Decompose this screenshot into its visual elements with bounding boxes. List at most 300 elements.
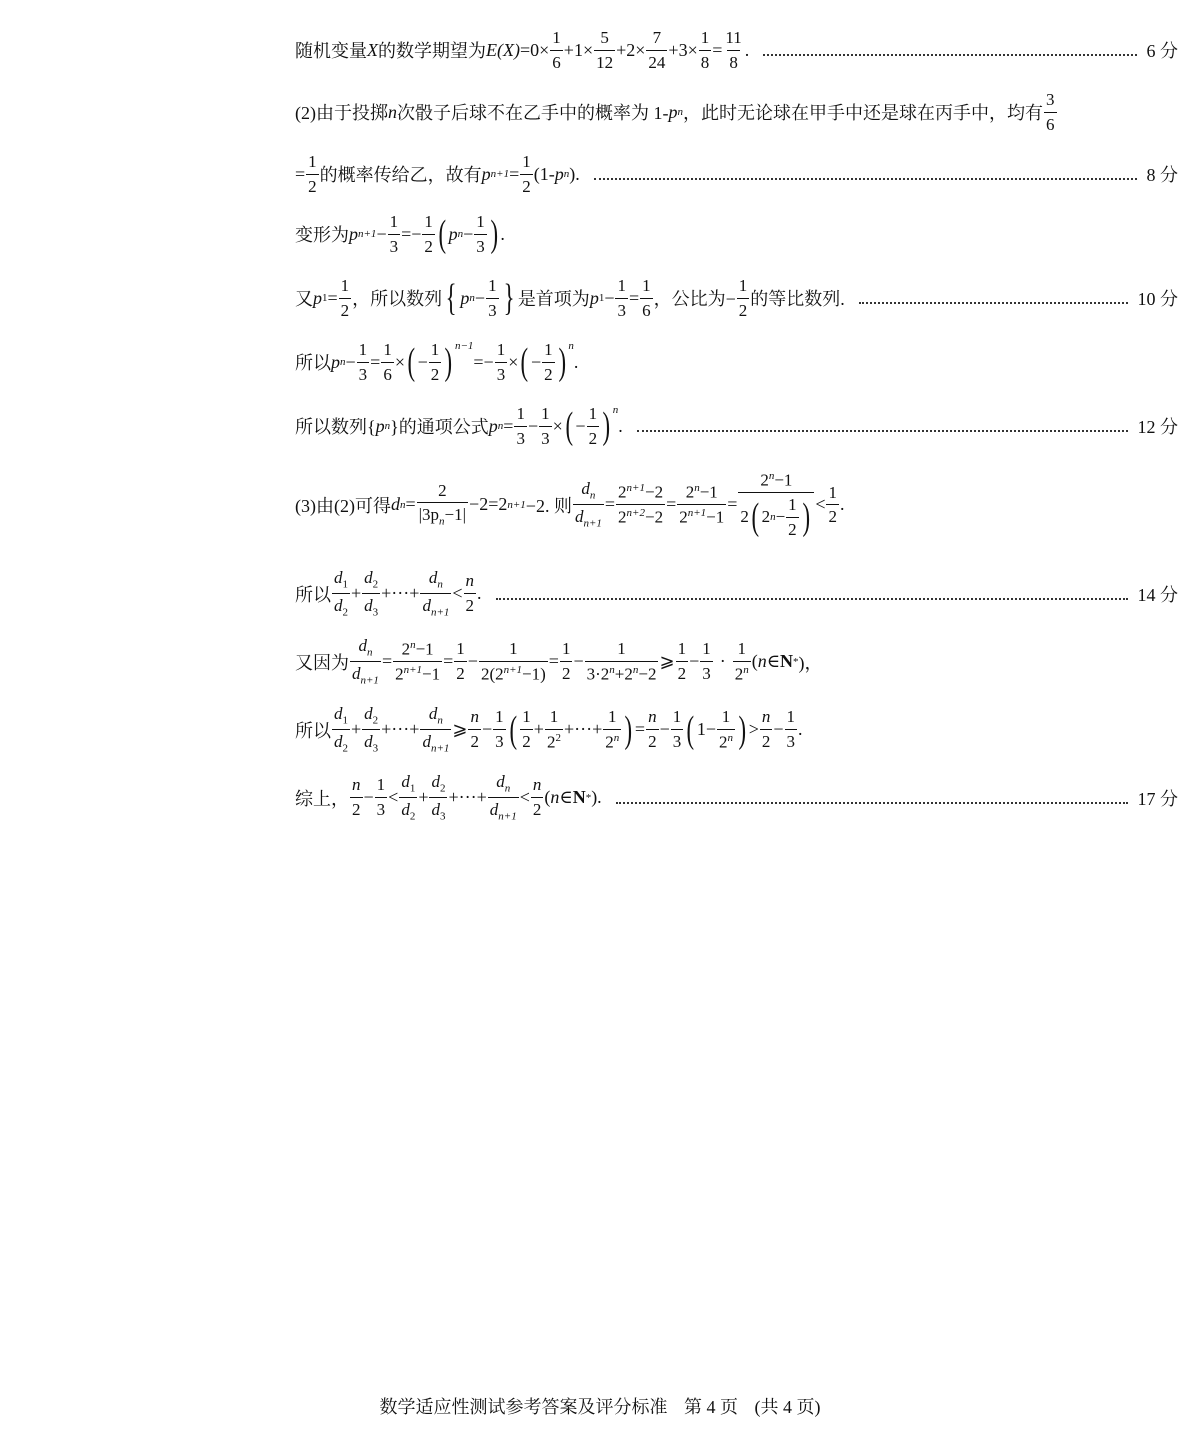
numerator: 1 — [358, 340, 368, 359]
var: p — [331, 351, 340, 372]
numerator: 1 — [786, 707, 795, 727]
text: = — [509, 163, 520, 184]
text: = — [443, 651, 454, 672]
denominator: 6 — [640, 298, 653, 321]
den-part: 2 — [761, 507, 771, 527]
numerator: 1 — [495, 707, 504, 727]
leader-dots — [763, 54, 1136, 56]
denominator: 2 — [429, 362, 442, 385]
numerator — [616, 482, 665, 504]
subscript: n — [497, 420, 504, 433]
denominator — [573, 504, 604, 530]
answer-line-10 — [295, 636, 1178, 687]
var: p — [460, 287, 470, 308]
score-label: 14 分 — [1137, 584, 1178, 605]
denominator — [717, 729, 735, 752]
denominator: 6 — [1044, 112, 1057, 135]
right-paren: ) — [602, 405, 611, 448]
fraction — [573, 479, 604, 530]
var: p — [375, 415, 385, 436]
var: p — [554, 163, 564, 184]
text: +···+ — [381, 719, 420, 740]
var: p — [668, 101, 678, 122]
fraction — [332, 704, 350, 755]
denominator: 3 — [539, 426, 552, 449]
text: . — [573, 351, 579, 372]
left-paren: ( — [509, 708, 517, 751]
numerator — [427, 704, 445, 729]
superscript: * — [793, 655, 799, 668]
var: p — [448, 223, 458, 244]
fraction — [1044, 90, 1057, 134]
fraction — [560, 639, 573, 683]
fraction — [542, 340, 555, 384]
denominator — [545, 729, 563, 752]
superscript: n+2 — [626, 507, 645, 520]
text: . — [744, 39, 750, 60]
numerator: 1 — [788, 495, 797, 515]
answer-line-5 — [295, 276, 1178, 320]
text: 1− — [696, 719, 717, 740]
den-part: 2 — [395, 664, 404, 684]
text: 随机变量 — [295, 41, 367, 62]
text: − — [363, 787, 374, 808]
subscript: n+1 — [430, 742, 450, 755]
subscript: 1 — [598, 292, 605, 305]
fraction — [615, 276, 628, 320]
superscript: n−1 — [454, 340, 474, 352]
num-part: d — [401, 772, 410, 791]
numerator: 1 — [677, 639, 687, 659]
superscript: n — [612, 404, 619, 416]
fraction — [420, 704, 451, 755]
superscript: n+1 — [403, 664, 423, 677]
fraction — [594, 28, 615, 72]
den-part: d — [364, 596, 373, 616]
numerator: 1 — [608, 707, 617, 727]
text: ，此时无论球在甲手中还是球在丙手中，均有 — [683, 103, 1043, 124]
naturals-symbol: N — [572, 787, 586, 808]
denominator: 2 — [468, 729, 481, 752]
subscript: 2 — [372, 578, 379, 591]
denominator: 2 — [587, 426, 600, 449]
fraction — [545, 707, 563, 752]
fraction — [486, 276, 499, 320]
subscript: n+1 — [360, 674, 379, 687]
superscript: * — [585, 791, 592, 804]
denominator — [677, 504, 726, 527]
fraction — [468, 707, 481, 751]
fraction — [531, 775, 544, 819]
subscript: 3 — [372, 606, 379, 619]
numerator: 1 — [702, 639, 711, 659]
fraction — [420, 568, 451, 619]
score-label: 6 分 — [1146, 41, 1178, 62]
math-expression — [295, 90, 1058, 134]
denominator — [488, 797, 519, 823]
text: < — [452, 583, 463, 604]
subscript: n — [469, 292, 475, 305]
text: . — [839, 494, 845, 515]
numerator — [579, 479, 597, 504]
subscript: 1 — [322, 292, 328, 305]
denominator: 2 — [464, 593, 477, 616]
numerator: 3 — [1046, 90, 1055, 109]
math-expression — [295, 340, 578, 384]
denominator: 2 — [531, 797, 544, 820]
numerator: 1 — [456, 639, 465, 659]
numerator: 1 — [496, 340, 506, 359]
answer-line-4 — [295, 212, 1178, 256]
num-part: d — [428, 568, 438, 587]
superscript: n+1 — [626, 481, 645, 494]
denominator: 3 — [495, 362, 508, 385]
text: =− — [473, 351, 494, 372]
text: +···+ — [381, 583, 420, 604]
text: 所以数列{ — [295, 417, 376, 438]
num-part: d — [334, 704, 343, 723]
den-part: 2 — [546, 732, 556, 752]
fraction — [760, 707, 773, 751]
fraction — [520, 707, 533, 751]
left-brace: { — [445, 277, 457, 320]
den-part: 2 — [618, 507, 627, 527]
denominator — [362, 729, 380, 755]
subscript: 2 — [439, 782, 446, 795]
numerator — [758, 470, 794, 492]
denominator: 3 — [514, 426, 527, 449]
subscript: 1 — [409, 782, 416, 795]
subscript: n — [366, 646, 373, 659]
subscript: n+1 — [358, 228, 377, 241]
text: − — [531, 351, 542, 372]
denominator: 2 — [520, 729, 533, 752]
denominator: 2 — [737, 298, 750, 321]
denominator: 2 — [786, 517, 799, 540]
superscript: n — [632, 663, 639, 676]
denominator: 6 — [381, 362, 394, 385]
numerator: 1 — [340, 276, 350, 295]
leader-dots — [594, 178, 1137, 180]
text: ). — [569, 163, 580, 184]
num-part: d — [428, 704, 438, 723]
denominator: 2 — [339, 298, 352, 321]
fraction — [493, 707, 506, 751]
denominator: 3 — [615, 298, 628, 321]
den-part: 2 — [679, 507, 688, 527]
text: ，所以数列 — [352, 289, 443, 310]
den-part: 3·2 — [586, 664, 610, 684]
fraction — [454, 639, 467, 683]
text: +2× — [616, 39, 646, 60]
denominator: 2 — [306, 174, 319, 197]
fraction — [699, 28, 712, 72]
text: +1× — [563, 39, 594, 60]
denominator — [479, 661, 548, 684]
fraction — [677, 482, 726, 527]
superscript: n — [727, 731, 734, 744]
den-part: |3p — [418, 505, 440, 525]
denominator: 3 — [785, 729, 798, 752]
numerator: 1 — [617, 639, 626, 659]
num-part: −1 — [774, 470, 793, 490]
text: 的数学期望为 — [378, 41, 486, 62]
text: × — [394, 351, 405, 372]
numerator: 1 — [383, 340, 392, 359]
text: = — [628, 287, 640, 308]
numerator: 2 — [438, 480, 447, 500]
text: 变形为 — [295, 225, 349, 246]
denominator: 8 — [699, 50, 712, 73]
numerator: 1 — [672, 707, 682, 727]
text: 次骰子后球不在乙手中的概率为 1- — [397, 103, 669, 124]
den-part: d — [422, 596, 431, 616]
fraction — [474, 212, 487, 256]
numerator — [362, 568, 380, 593]
subscript: n — [563, 168, 570, 181]
text: }的通项公式 — [390, 417, 489, 438]
numerator: 1 — [561, 639, 571, 659]
den-part: 2 — [740, 507, 749, 527]
text: −2. 则 — [525, 495, 572, 516]
var: X — [367, 39, 378, 60]
numerator: 1 — [738, 276, 748, 295]
score-label: 12 分 — [1137, 417, 1178, 438]
math-expression — [295, 772, 602, 823]
denominator: 8 — [727, 50, 740, 73]
text: − — [345, 351, 356, 372]
den-part: d — [334, 596, 343, 616]
fraction — [399, 772, 417, 823]
text: > — [748, 719, 759, 740]
numerator: n — [532, 775, 542, 795]
denominator: 2 — [422, 234, 435, 257]
superscript: n — [613, 731, 620, 744]
denominator — [603, 729, 621, 752]
text: ，公比为− — [653, 289, 736, 310]
superscript: n — [768, 470, 775, 482]
numerator — [362, 704, 380, 729]
subscript: n — [437, 714, 443, 727]
text: = — [503, 415, 514, 436]
answer-line-2 — [295, 90, 1178, 134]
numerator: 1 — [828, 482, 837, 502]
text: (2)由于投掷 — [295, 103, 388, 124]
numerator — [684, 482, 720, 504]
denominator: 2 — [560, 661, 573, 684]
footer-total-pages: (共 4 页) — [754, 1397, 821, 1417]
fraction — [479, 639, 548, 684]
denominator — [393, 661, 442, 684]
denominator: 3 — [493, 729, 506, 752]
text: = — [381, 651, 393, 672]
naturals-symbol: N — [780, 651, 794, 672]
denominator — [399, 797, 417, 823]
right-brace: } — [503, 277, 515, 320]
superscript: n+1 — [507, 498, 526, 511]
fraction — [429, 772, 447, 823]
denominator: 2 — [676, 661, 689, 684]
den-part: d — [422, 732, 431, 752]
numerator: n — [761, 707, 771, 727]
text: + — [533, 719, 544, 740]
fraction — [422, 212, 435, 256]
text: − — [527, 415, 539, 436]
fraction — [646, 707, 659, 751]
subscript: 2 — [342, 606, 348, 619]
numerator — [400, 639, 436, 661]
numerator: 1 — [424, 212, 433, 231]
answer-line-11 — [295, 704, 1178, 755]
superscript: n — [568, 340, 574, 352]
left-paren: ( — [520, 341, 529, 384]
fraction — [585, 639, 659, 684]
den-part: d — [574, 507, 584, 527]
fraction — [676, 639, 689, 683]
fraction — [786, 495, 799, 539]
den-part: −1| — [444, 505, 467, 525]
superscript: n — [743, 663, 749, 676]
num-part: d — [431, 772, 440, 791]
text: ⩾ — [452, 719, 468, 740]
subscript: 3 — [372, 742, 379, 755]
denominator: 12 — [594, 50, 615, 73]
text: = — [634, 719, 646, 740]
fraction — [737, 276, 750, 320]
var: p — [313, 287, 322, 308]
subscript: 1 — [342, 578, 348, 591]
var: n — [757, 651, 767, 672]
var: n — [550, 787, 560, 808]
leader-dots — [496, 598, 1128, 600]
numerator — [427, 568, 445, 593]
denominator — [420, 593, 451, 619]
den-part: d — [334, 732, 343, 752]
fraction — [640, 276, 653, 320]
denominator: 3 — [375, 797, 388, 820]
math-expression — [295, 568, 482, 619]
numerator: n — [352, 775, 361, 795]
math-expression — [295, 276, 845, 320]
text: 所以 — [295, 353, 331, 374]
fraction — [495, 340, 508, 384]
score-label: 17 分 — [1137, 788, 1178, 809]
leader-dots — [616, 802, 1128, 804]
text: =0× — [519, 39, 550, 60]
text: = — [727, 494, 738, 515]
fraction — [646, 28, 667, 72]
denominator — [738, 492, 814, 539]
den-part: 2 — [719, 732, 728, 752]
num-part: d — [364, 704, 373, 723]
math-expression — [295, 704, 803, 755]
num-part: −2 — [644, 482, 664, 502]
subscript: n — [504, 782, 511, 795]
text: 又 — [295, 289, 313, 310]
den-part: − — [775, 507, 786, 527]
numerator: 1 — [552, 28, 561, 47]
numerator — [399, 772, 417, 797]
text: . — [500, 223, 505, 244]
text: − — [376, 223, 387, 244]
numerator: 1 — [389, 212, 399, 231]
text: − — [417, 351, 428, 372]
denominator: 3 — [388, 234, 401, 257]
text: 所以 — [295, 720, 331, 741]
var: p — [589, 287, 599, 308]
denominator — [332, 729, 350, 755]
fraction — [539, 404, 552, 448]
superscript: n+1 — [503, 663, 523, 676]
fraction — [733, 639, 751, 684]
answer-line-7 — [295, 404, 1178, 448]
subscript: n — [399, 498, 406, 511]
text: +···+ — [563, 719, 603, 740]
var: E(X) — [486, 39, 520, 60]
math-expression — [295, 28, 749, 72]
denominator: 2 — [350, 797, 363, 820]
answer-line-3 — [295, 152, 1178, 196]
denominator: 3 — [671, 729, 684, 752]
denominator — [332, 593, 350, 619]
text: × — [552, 415, 563, 436]
denominator — [362, 593, 380, 619]
num-part: d — [496, 772, 505, 791]
den-part: −1 — [422, 664, 441, 684]
denominator: 2 — [520, 174, 533, 197]
denominator — [417, 502, 468, 528]
subscript: 2 — [409, 810, 416, 823]
den-part: −2 — [644, 507, 664, 527]
math-expression — [295, 212, 505, 256]
fraction — [738, 470, 814, 539]
denominator: 3 — [486, 298, 499, 321]
numerator: 1 — [476, 212, 485, 231]
fraction — [350, 636, 381, 687]
text: =− — [401, 223, 422, 244]
left-paren: ( — [438, 213, 447, 256]
fraction — [826, 483, 839, 527]
var: d — [390, 494, 400, 515]
num-part: d — [358, 636, 367, 655]
fraction — [350, 775, 363, 819]
num-part: d — [364, 568, 373, 587]
text: − — [575, 415, 586, 436]
numerator: n — [465, 571, 475, 591]
fraction — [381, 340, 394, 384]
numerator: 1 — [376, 775, 386, 795]
numerator: 7 — [652, 28, 662, 47]
fraction — [717, 707, 735, 752]
subscript: n — [340, 356, 346, 369]
text: − — [474, 287, 486, 308]
superscript: n — [770, 510, 776, 523]
numerator: n — [648, 707, 657, 727]
numerator — [356, 636, 374, 661]
answer-line-12 — [295, 772, 1178, 823]
numerator: 1 — [488, 276, 497, 295]
fraction — [464, 571, 477, 615]
denominator — [429, 797, 447, 823]
fraction — [514, 404, 527, 448]
numerator: 1 — [509, 639, 518, 659]
text: = — [370, 351, 381, 372]
num-part: 2 — [618, 482, 627, 502]
superscript: n — [694, 481, 700, 494]
text: = — [548, 651, 559, 672]
var: p — [349, 223, 358, 244]
text: 的概率传给乙，故有 — [319, 165, 482, 186]
